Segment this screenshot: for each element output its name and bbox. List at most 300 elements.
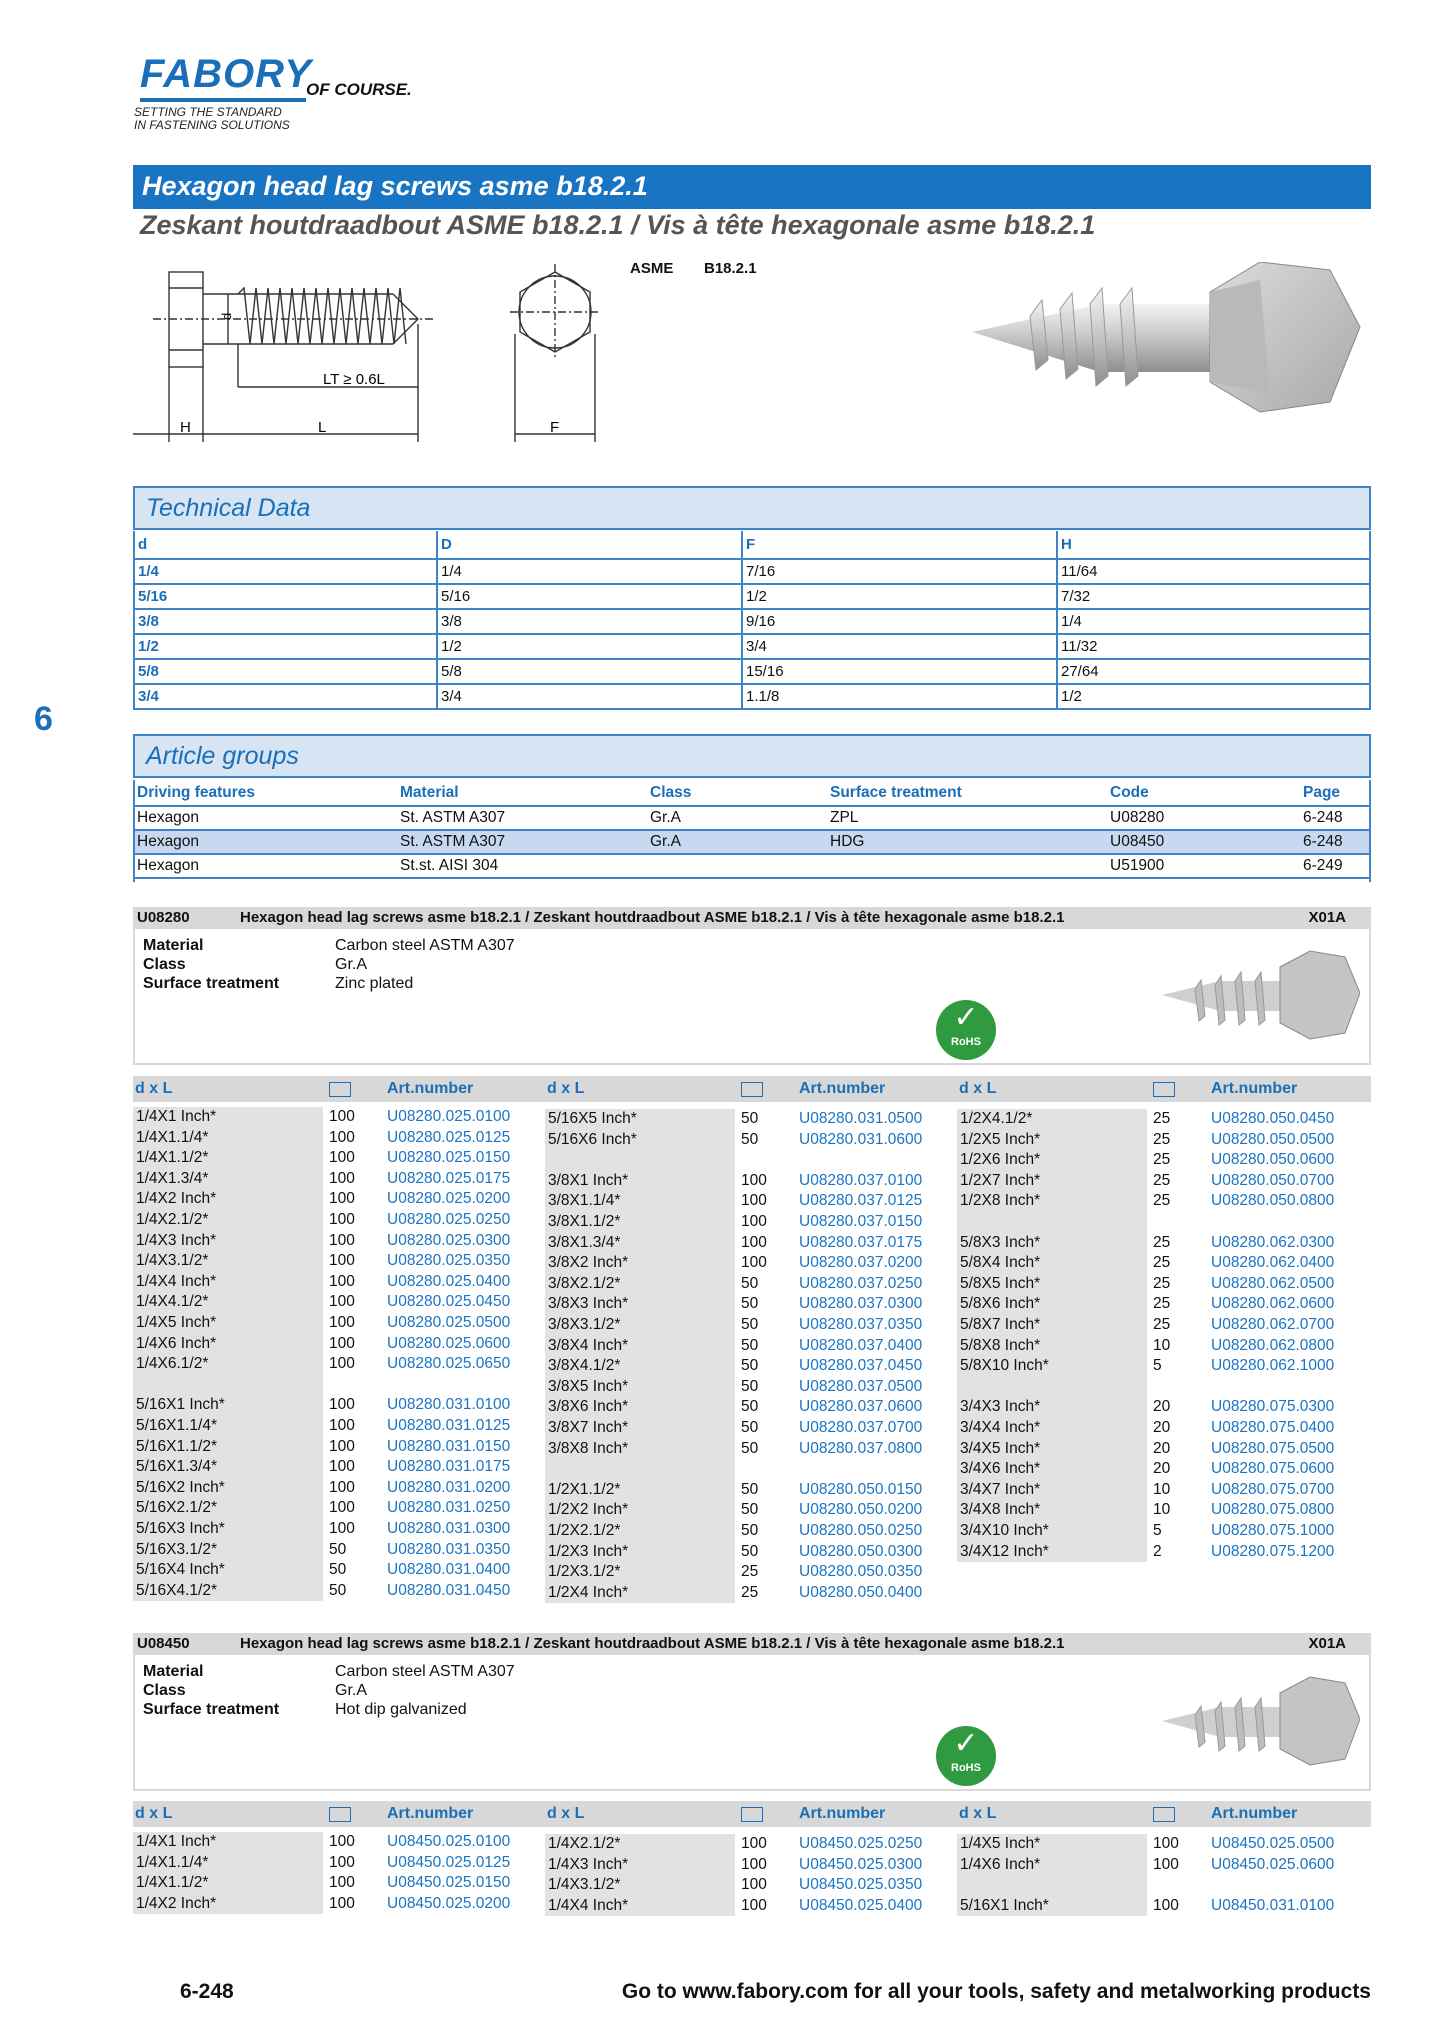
size-dxl: 1/4X3.1/2*: [548, 1876, 621, 1894]
pack-quantity: 50: [329, 1561, 347, 1579]
pack-quantity: 50: [329, 1581, 347, 1599]
article-number-link[interactable]: U08280.031.0450: [387, 1581, 511, 1599]
article-row[interactable]: [545, 1336, 945, 1357]
article-number-link[interactable]: U08280.050.0500: [1211, 1130, 1335, 1148]
article-number-link[interactable]: U08280.025.0400: [387, 1272, 511, 1290]
brand-logo: FABORY: [140, 52, 312, 96]
article-row[interactable]: [133, 1334, 533, 1355]
article-number-link[interactable]: U08280.025.0150: [387, 1149, 511, 1167]
article-row[interactable]: [957, 1253, 1357, 1274]
size-dxl: 5/16X3.1/2*: [136, 1540, 218, 1558]
pack-quantity: 25: [1153, 1130, 1171, 1148]
tech-cell: 1/2: [134, 634, 437, 659]
article-number-link[interactable]: U08280.031.0400: [387, 1561, 511, 1579]
pack-quantity: 25: [1153, 1110, 1171, 1127]
col-header-art: Art.number: [799, 1080, 886, 1097]
article-number-link[interactable]: U08280.031.0500: [799, 1110, 923, 1127]
article-row[interactable]: [545, 1521, 945, 1542]
article-row[interactable]: [133, 1853, 533, 1874]
pack-quantity: 100: [741, 1876, 767, 1894]
size-dxl: 1/4X4 Inch*: [136, 1272, 217, 1290]
article-number-link[interactable]: U08280.037.0150: [799, 1213, 923, 1230]
article-number-link[interactable]: U08280.025.0650: [387, 1355, 511, 1373]
article-row[interactable]: [133, 1581, 533, 1602]
pack-quantity: 50: [741, 1439, 759, 1457]
pack-quantity: 25: [1153, 1192, 1171, 1210]
size-dxl: 5/16X1.1/4*: [136, 1417, 218, 1434]
size-dxl: 1/2X6 Inch*: [960, 1151, 1041, 1169]
pack-quantity: 50: [741, 1357, 759, 1375]
article-number-link[interactable]: U08280.037.0800: [799, 1439, 923, 1457]
size-dxl: 3/4X12 Inch*: [960, 1542, 1049, 1560]
article-row[interactable]: [133, 1292, 533, 1313]
article-row[interactable]: [957, 1480, 1357, 1501]
article-number-link[interactable]: U08280.025.0600: [387, 1334, 511, 1352]
article-row[interactable]: [545, 1171, 945, 1192]
chapter-number: 6: [34, 700, 53, 738]
tech-cell: 1/4: [437, 559, 742, 584]
groups-cell: 6-248: [1299, 806, 1371, 830]
article-number-link[interactable]: U08450.025.0250: [799, 1835, 923, 1852]
article-number-link[interactable]: U08280.025.0450: [387, 1293, 511, 1311]
article-row[interactable]: [133, 1169, 533, 1190]
prop-label-material: Material: [143, 1663, 204, 1680]
article-number-link[interactable]: U08280.050.0700: [1211, 1171, 1335, 1189]
pack-quantity: 25: [1153, 1295, 1171, 1313]
groups-cell: 6-248: [1299, 830, 1371, 854]
size-dxl: 1/4X1 Inch*: [136, 1833, 217, 1850]
pack-quantity: 50: [741, 1316, 759, 1333]
article-row[interactable]: [133, 1272, 533, 1293]
size-dxl: 1/2X2.1/2*: [548, 1522, 621, 1539]
article-number-link[interactable]: U08450.025.0400: [799, 1896, 923, 1914]
size-dxl: 1/4X1.1/4*: [136, 1853, 209, 1871]
pack-quantity: 100: [741, 1855, 767, 1873]
article-number-link[interactable]: U08280.031.0250: [387, 1499, 511, 1517]
size-dxl: 1/4X1.1/2*: [136, 1874, 209, 1892]
article-row[interactable]: [957, 1896, 1357, 1917]
article-number-link[interactable]: U08280.031.0600: [799, 1130, 923, 1148]
article-row[interactable]: [133, 1498, 533, 1519]
size-dxl: 1/4X6 Inch*: [960, 1855, 1041, 1873]
size-dxl: 5/16X4.1/2*: [136, 1581, 218, 1599]
article-number-link[interactable]: U08280.025.0125: [387, 1128, 511, 1146]
article-row[interactable]: [133, 1416, 533, 1437]
article-number-link[interactable]: U08450.031.0100: [1211, 1896, 1335, 1914]
article-row[interactable]: [957, 1191, 1357, 1212]
pack-quantity: 100: [329, 1417, 355, 1434]
col-header-art: Art.number: [1211, 1805, 1298, 1822]
article-row[interactable]: [545, 1542, 945, 1563]
pack-quantity: 100: [329, 1437, 355, 1455]
article-number-link[interactable]: U08280.062.0400: [1211, 1254, 1335, 1272]
article-number-link[interactable]: U08280.031.0100: [387, 1396, 511, 1414]
article-row[interactable]: [133, 1540, 533, 1561]
groups-col-header: Surface treatment: [826, 780, 1106, 806]
article-row[interactable]: [545, 1130, 945, 1151]
size-dxl: 3/8X5 Inch*: [548, 1377, 629, 1395]
article-number-link[interactable]: U08280.062.0700: [1211, 1316, 1335, 1333]
standard-label: ASME: [630, 260, 674, 277]
article-row[interactable]: [545, 1855, 945, 1876]
groups-col-header: Class: [646, 780, 826, 806]
article-number-link[interactable]: U08280.037.0100: [799, 1171, 923, 1189]
article-row[interactable]: [133, 1560, 533, 1581]
article-number-link[interactable]: U08280.031.0150: [387, 1437, 511, 1455]
size-dxl: 1/4X3 Inch*: [136, 1231, 217, 1249]
envelope-icon: [741, 1082, 763, 1097]
pack-quantity: 100: [329, 1314, 355, 1331]
tech-cell: 9/16: [742, 609, 1057, 634]
size-dxl: 3/8X4 Inch*: [548, 1336, 629, 1354]
article-row[interactable]: [545, 1418, 945, 1439]
size-dxl: 5/16X4 Inch*: [136, 1561, 225, 1579]
article-number-link[interactable]: U08280.075.1200: [1211, 1542, 1335, 1560]
article-row[interactable]: [545, 1875, 945, 1896]
article-number-link[interactable]: U08280.062.0500: [1211, 1274, 1335, 1292]
pack-quantity: 50: [741, 1398, 759, 1416]
article-number-link[interactable]: U08280.037.0250: [799, 1274, 923, 1292]
article-number-link[interactable]: U08450.025.0350: [799, 1876, 923, 1894]
article-row[interactable]: [957, 1233, 1357, 1254]
size-dxl: 5/16X3 Inch*: [136, 1520, 225, 1537]
article-row[interactable]: [545, 1834, 945, 1855]
tech-row: [134, 684, 1370, 709]
product-title: Hexagon head lag screws asme b18.2.1 / Zeskant houtdraadbout ASME b18.2.1 / Vis à tête hexagonale asme b18.2.1: [240, 1635, 1065, 1652]
size-dxl: 1/4X2 Inch*: [136, 1894, 217, 1912]
groups-cell: St.st. AISI 304: [396, 854, 646, 878]
article-row[interactable]: [545, 1233, 945, 1254]
article-number-link[interactable]: U08280.062.1000: [1211, 1357, 1335, 1375]
size-dxl: 1/2X2 Inch*: [548, 1501, 629, 1519]
article-number-link[interactable]: U08280.037.0700: [799, 1419, 923, 1436]
article-row[interactable]: [545, 1191, 945, 1212]
article-row[interactable]: [133, 1519, 533, 1540]
article-row[interactable]: [957, 1294, 1357, 1315]
size-dxl: 1/4X1 Inch*: [136, 1108, 217, 1125]
article-row[interactable]: [957, 1834, 1357, 1855]
size-dxl: 3/4X8 Inch*: [960, 1501, 1041, 1519]
groups-cell: U08280: [1106, 806, 1299, 830]
article-number-link[interactable]: U08280.075.0400: [1211, 1419, 1335, 1436]
article-row[interactable]: [545, 1500, 945, 1521]
size-dxl: 1/4X1.1/4*: [136, 1128, 209, 1146]
drawing-label-f: F: [550, 419, 560, 436]
article-row[interactable]: [957, 1500, 1357, 1521]
size-dxl: 1/2X4 Inch*: [548, 1583, 629, 1601]
logo-slogan: [134, 106, 290, 132]
size-dxl: 5/16X1 Inch*: [136, 1396, 225, 1414]
article-row[interactable]: [545, 1480, 945, 1501]
article-number-link[interactable]: U08280.037.0200: [799, 1254, 923, 1272]
groups-col-header: Page: [1299, 780, 1371, 806]
tech-cell: 11/32: [1057, 634, 1370, 659]
pack-quantity: 100: [329, 1894, 355, 1912]
article-number-link[interactable]: U08450.025.0300: [799, 1855, 923, 1873]
pack-quantity: 100: [329, 1458, 355, 1476]
tech-row: [134, 584, 1370, 609]
size-dxl: 1/4X3.1/2*: [136, 1252, 209, 1270]
tech-cell: 5/16: [134, 584, 437, 609]
article-row[interactable]: [133, 1210, 533, 1231]
article-number-link[interactable]: U08450.025.0500: [1211, 1835, 1335, 1852]
size-dxl: 5/8X6 Inch*: [960, 1295, 1041, 1313]
pack-quantity: 25: [1153, 1233, 1171, 1251]
article-number-link[interactable]: U08280.050.0150: [799, 1480, 923, 1498]
article-number-link[interactable]: U08450.025.0600: [1211, 1855, 1335, 1873]
article-number-link[interactable]: U08280.037.0400: [799, 1336, 923, 1354]
article-number-link[interactable]: U08280.075.0700: [1211, 1480, 1335, 1498]
article-row[interactable]: [545, 1212, 945, 1233]
size-dxl: 1/2X5 Inch*: [960, 1130, 1041, 1148]
article-row[interactable]: [957, 1274, 1357, 1295]
envelope-icon: [1153, 1807, 1175, 1822]
article-number-link[interactable]: U08280.025.0500: [387, 1314, 511, 1331]
article-row[interactable]: [957, 1109, 1357, 1130]
article-row[interactable]: [545, 1274, 945, 1295]
size-dxl: 3/8X7 Inch*: [548, 1419, 629, 1436]
size-dxl: 1/4X1.1/2*: [136, 1149, 209, 1167]
col-header-dxl: d x L: [547, 1805, 585, 1822]
tech-col-header: D: [437, 531, 742, 559]
article-number-link[interactable]: U08280.037.0300: [799, 1295, 923, 1313]
article-row[interactable]: [957, 1418, 1357, 1439]
size-dxl: 3/8X3.1/2*: [548, 1316, 621, 1333]
article-number-link[interactable]: U08280.075.0500: [1211, 1439, 1335, 1457]
article-number-link[interactable]: U08280.037.0600: [799, 1398, 923, 1416]
size-dxl: 1/4X5 Inch*: [136, 1314, 217, 1331]
groups-cell: ZPL: [826, 806, 1106, 830]
pack-quantity: 25: [1153, 1274, 1171, 1292]
logo-slogan-line1: SETTING THE STANDARD: [134, 105, 282, 119]
article-number-link[interactable]: U08280.037.0175: [799, 1233, 923, 1251]
product-header-u08450: [133, 1633, 1371, 1655]
article-row: [545, 1459, 945, 1480]
article-row[interactable]: [957, 1439, 1357, 1460]
rohs-label: RoHS: [951, 1036, 981, 1048]
size-dxl: 5/8X8 Inch*: [960, 1336, 1041, 1354]
tech-row: [134, 609, 1370, 634]
article-row[interactable]: [545, 1253, 945, 1274]
size-dxl: 5/16X5 Inch*: [548, 1110, 637, 1127]
pack-quantity: 100: [329, 1499, 355, 1517]
article-number-link[interactable]: U08280.062.0600: [1211, 1295, 1335, 1313]
tech-cell: 1/2: [742, 584, 1057, 609]
lag-screw-image: [970, 262, 1370, 462]
article-row[interactable]: [957, 1521, 1357, 1542]
article-number-link[interactable]: U08280.050.0600: [1211, 1151, 1335, 1169]
article-row[interactable]: [545, 1294, 945, 1315]
article-row[interactable]: [957, 1171, 1357, 1192]
article-row[interactable]: [957, 1542, 1357, 1563]
groups-cell: Hexagon: [133, 806, 396, 830]
col-header-dxl: d x L: [547, 1080, 585, 1097]
article-row[interactable]: [133, 1873, 533, 1894]
article-row[interactable]: [133, 1313, 533, 1334]
product-header-u08280: [133, 907, 1371, 929]
article-number-link[interactable]: U08280.025.0200: [387, 1190, 511, 1208]
pack-quantity: 20: [1153, 1398, 1171, 1416]
article-row[interactable]: [545, 1356, 945, 1377]
pack-quantity: 100: [741, 1192, 767, 1210]
size-dxl: 3/4X7 Inch*: [960, 1480, 1041, 1498]
size-dxl: 5/8X3 Inch*: [960, 1233, 1041, 1251]
pack-quantity: 100: [1153, 1835, 1179, 1852]
prop-value-surface: Zinc plated: [335, 975, 414, 992]
article-row[interactable]: [545, 1583, 945, 1604]
article-row[interactable]: [133, 1128, 533, 1149]
article-number-link[interactable]: U08280.025.0175: [387, 1169, 511, 1187]
article-number-link[interactable]: U08280.037.0500: [799, 1377, 923, 1395]
article-number-link[interactable]: U08280.031.0350: [387, 1540, 511, 1558]
article-number-link[interactable]: U08280.025.0300: [387, 1231, 511, 1249]
size-dxl: 3/4X6 Inch*: [960, 1460, 1041, 1478]
groups-cell: Gr.A: [646, 806, 826, 830]
groups-cell: U08450: [1106, 830, 1299, 854]
article-row[interactable]: [133, 1251, 533, 1272]
pack-quantity: 50: [741, 1130, 759, 1148]
size-dxl: 5/8X7 Inch*: [960, 1316, 1041, 1333]
article-groups-heading: Article groups: [133, 734, 1371, 778]
article-row[interactable]: [545, 1896, 945, 1917]
col-header-art: Art.number: [799, 1805, 886, 1822]
article-number-link[interactable]: U08280.050.0250: [799, 1522, 923, 1539]
article-row[interactable]: [957, 1855, 1357, 1876]
prop-label-material: Material: [143, 937, 204, 954]
article-row[interactable]: [545, 1109, 945, 1130]
pack-quantity: 25: [741, 1583, 759, 1601]
article-number-link[interactable]: U08280.037.0350: [799, 1316, 923, 1333]
article-number-link[interactable]: U08280.075.0300: [1211, 1398, 1335, 1416]
article-row[interactable]: [133, 1894, 533, 1915]
groups-cell: HDG: [826, 830, 1106, 854]
article-row[interactable]: [133, 1231, 533, 1252]
tech-cell: 15/16: [742, 659, 1057, 684]
size-dxl: 1/4X6 Inch*: [136, 1334, 217, 1352]
article-number-link[interactable]: U08280.050.0350: [799, 1563, 923, 1581]
technical-data-heading: Technical Data: [133, 486, 1371, 530]
article-number-link[interactable]: U08280.031.0200: [387, 1478, 511, 1496]
article-number-link[interactable]: U08280.050.0400: [799, 1583, 923, 1601]
tech-cell: 7/16: [742, 559, 1057, 584]
article-row[interactable]: [133, 1832, 533, 1853]
col-header-dxl: d x L: [135, 1080, 173, 1097]
size-dxl: 3/8X1.1/4*: [548, 1192, 621, 1210]
pack-quantity: 50: [741, 1336, 759, 1354]
article-row[interactable]: [957, 1356, 1357, 1377]
article-row[interactable]: [957, 1459, 1357, 1480]
article-row[interactable]: [957, 1150, 1357, 1171]
pack-quantity: 100: [329, 1128, 355, 1146]
pack-quantity: 50: [741, 1419, 759, 1436]
article-number-link[interactable]: U08280.062.0800: [1211, 1336, 1335, 1354]
col-header-dxl: d x L: [959, 1805, 997, 1822]
article-number-link[interactable]: U08280.031.0125: [387, 1417, 511, 1434]
article-number-link[interactable]: U08450.025.0100: [387, 1833, 511, 1850]
product-variant-code: X01A: [1308, 1635, 1346, 1652]
article-row[interactable]: [133, 1457, 533, 1478]
article-row[interactable]: [957, 1130, 1357, 1151]
size-dxl: 1/4X5 Inch*: [960, 1835, 1041, 1852]
article-row[interactable]: [133, 1437, 533, 1458]
size-dxl: 3/4X5 Inch*: [960, 1439, 1041, 1457]
article-row[interactable]: [133, 1395, 533, 1416]
article-row[interactable]: [545, 1562, 945, 1583]
pack-quantity: 100: [1153, 1855, 1179, 1873]
pack-quantity: 50: [741, 1480, 759, 1498]
article-row[interactable]: [133, 1148, 533, 1169]
size-dxl: 3/8X1.3/4*: [548, 1233, 621, 1251]
article-row[interactable]: [957, 1315, 1357, 1336]
rohs-check-icon: ✓: [953, 1001, 979, 1034]
article-number-link[interactable]: U08280.037.0450: [799, 1357, 923, 1375]
article-number-link[interactable]: U08280.075.1000: [1211, 1522, 1335, 1539]
article-number-link[interactable]: U08450.025.0200: [387, 1894, 511, 1912]
product-variant-code: X01A: [1308, 909, 1346, 926]
size-dxl: 1/2X8 Inch*: [960, 1192, 1041, 1210]
article-number-link[interactable]: U08280.025.0350: [387, 1252, 511, 1270]
article-groups-frame: [133, 780, 1371, 882]
article-number-link[interactable]: U08280.050.0200: [799, 1501, 923, 1519]
article-row[interactable]: [957, 1397, 1357, 1418]
groups-col-header: Material: [396, 780, 646, 806]
article-number-link[interactable]: U08280.037.0125: [799, 1192, 923, 1210]
prop-value-class: Gr.A: [335, 956, 368, 973]
groups-col-header: Code: [1106, 780, 1299, 806]
pack-quantity: 100: [329, 1874, 355, 1892]
pack-quantity: 100: [741, 1213, 767, 1230]
article-number-link[interactable]: U08280.025.0100: [387, 1108, 511, 1125]
article-row[interactable]: [133, 1189, 533, 1210]
pack-quantity: 5: [1153, 1522, 1162, 1539]
pack-quantity: 100: [329, 1252, 355, 1270]
article-row[interactable]: [133, 1107, 533, 1128]
article-row[interactable]: [545, 1439, 945, 1460]
logo-slogan-line2: IN FASTENING SOLUTIONS: [134, 118, 290, 132]
article-row[interactable]: [133, 1354, 533, 1375]
article-number-link[interactable]: U08280.031.0175: [387, 1458, 511, 1476]
drawing-label-d: d: [219, 312, 234, 320]
article-number-link[interactable]: U08280.050.0800: [1211, 1192, 1335, 1210]
size-dxl: 3/8X3 Inch*: [548, 1295, 629, 1313]
size-dxl: 3/8X8 Inch*: [548, 1439, 629, 1457]
article-row[interactable]: [545, 1377, 945, 1398]
groups-cell: Hexagon: [133, 854, 396, 878]
article-number-link[interactable]: U08450.025.0150: [387, 1874, 511, 1892]
pack-quantity: 2: [1153, 1542, 1162, 1560]
article-number-link[interactable]: U08280.031.0300: [387, 1520, 511, 1537]
article-row[interactable]: [545, 1315, 945, 1336]
article-row[interactable]: [957, 1336, 1357, 1357]
article-row[interactable]: [545, 1397, 945, 1418]
tech-cell: 27/64: [1057, 659, 1370, 684]
article-number-link[interactable]: U08280.075.0600: [1211, 1460, 1335, 1478]
technical-data-table: [133, 531, 1371, 710]
size-dxl: 3/8X2 Inch*: [548, 1254, 629, 1272]
article-row[interactable]: [133, 1478, 533, 1499]
article-number-link[interactable]: U08280.075.0800: [1211, 1501, 1335, 1519]
tech-col-header: F: [742, 531, 1057, 559]
size-dxl: 3/8X6 Inch*: [548, 1398, 629, 1416]
article-number-link[interactable]: U08450.025.0125: [387, 1853, 511, 1871]
prop-label-class: Class: [143, 956, 186, 973]
size-dxl: 1/2X3.1/2*: [548, 1563, 621, 1581]
article-number-link[interactable]: U08280.025.0250: [387, 1211, 511, 1228]
pack-quantity: 10: [1153, 1480, 1171, 1498]
article-number-link[interactable]: U08280.050.0300: [799, 1542, 923, 1560]
article-number-link[interactable]: U08280.062.0300: [1211, 1233, 1335, 1251]
article-number-link[interactable]: U08280.050.0450: [1211, 1110, 1335, 1127]
